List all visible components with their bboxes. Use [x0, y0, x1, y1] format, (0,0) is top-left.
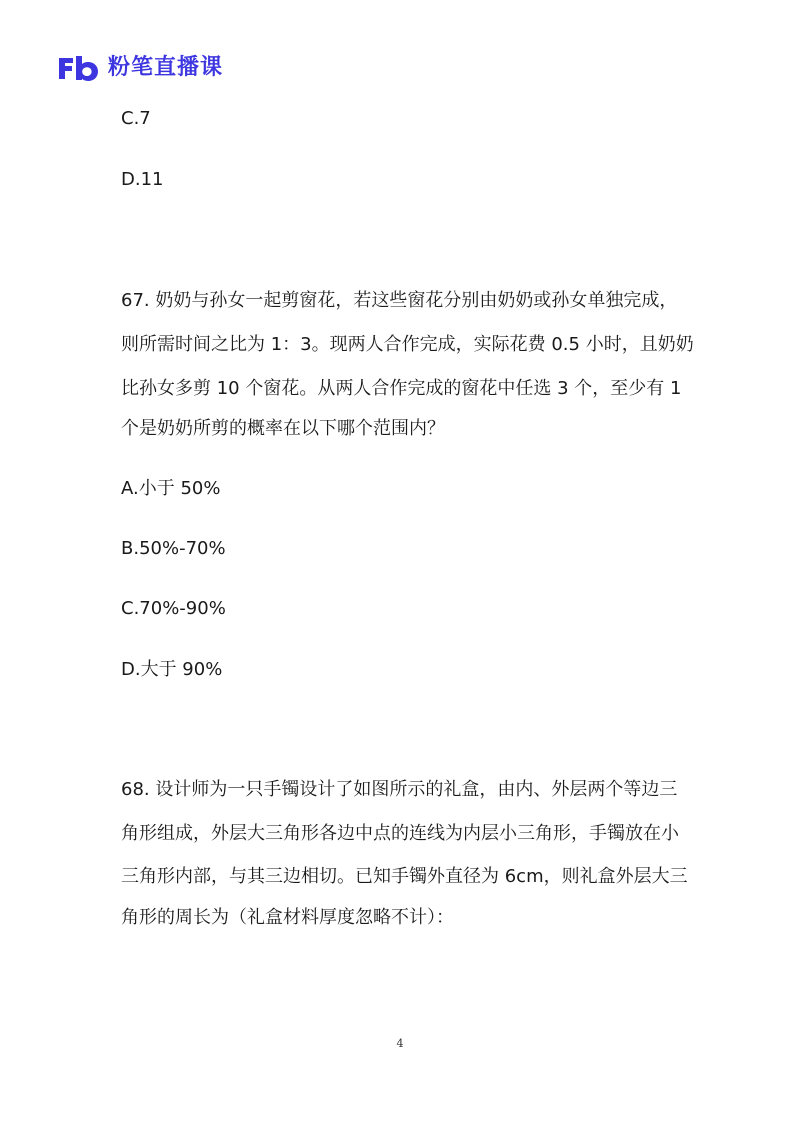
q67-option-b: B.50%-70% [121, 538, 226, 559]
q67-stem-line-2: 则所需时间之比为 1：3。现两人合作完成，实际花费 0.5 小时，且奶奶 [121, 334, 694, 355]
q67-option-d: D.大于 90% [121, 659, 223, 680]
prev-option-d: D.11 [121, 169, 164, 190]
q67-stem-line-3: 比孙女多剪 10 个窗花。从两人合作完成的窗花中任选 3 个，至少有 1 [121, 378, 682, 399]
q67-option-a: A.小于 50% [121, 478, 221, 499]
q68-stem-line-3: 三角形内部，与其三边相切。已知手镯外直径为 6cm，则礼盒外层大三 [121, 866, 688, 887]
brand-name: 粉笔直播课 [108, 55, 224, 80]
q67-stem-line-1: 67. 奶奶与孙女一起剪窗花，若这些窗花分别由奶奶或孙女单独完成， [121, 290, 678, 311]
q67-stem-line-4: 个是奶奶所剪的概率在以下哪个范围内？ [121, 418, 445, 439]
brand-header [56, 52, 223, 84]
page-number: 4 [396, 1037, 404, 1050]
q67-option-c: C.70%-90% [121, 598, 226, 619]
q68-stem-line-1: 68. 设计师为一只手镯设计了如图所示的礼盒，由内、外层两个等边三 [121, 779, 678, 800]
prev-option-c: C.7 [121, 108, 151, 129]
q68-stem-line-4: 角形的周长为（礼盒材料厚度忽略不计）： [121, 907, 454, 928]
fb-logo-icon [56, 54, 102, 82]
q68-stem-line-2: 角形组成，外层大三角形各边中点的连线为内层小三角形，手镯放在小 [121, 823, 679, 844]
